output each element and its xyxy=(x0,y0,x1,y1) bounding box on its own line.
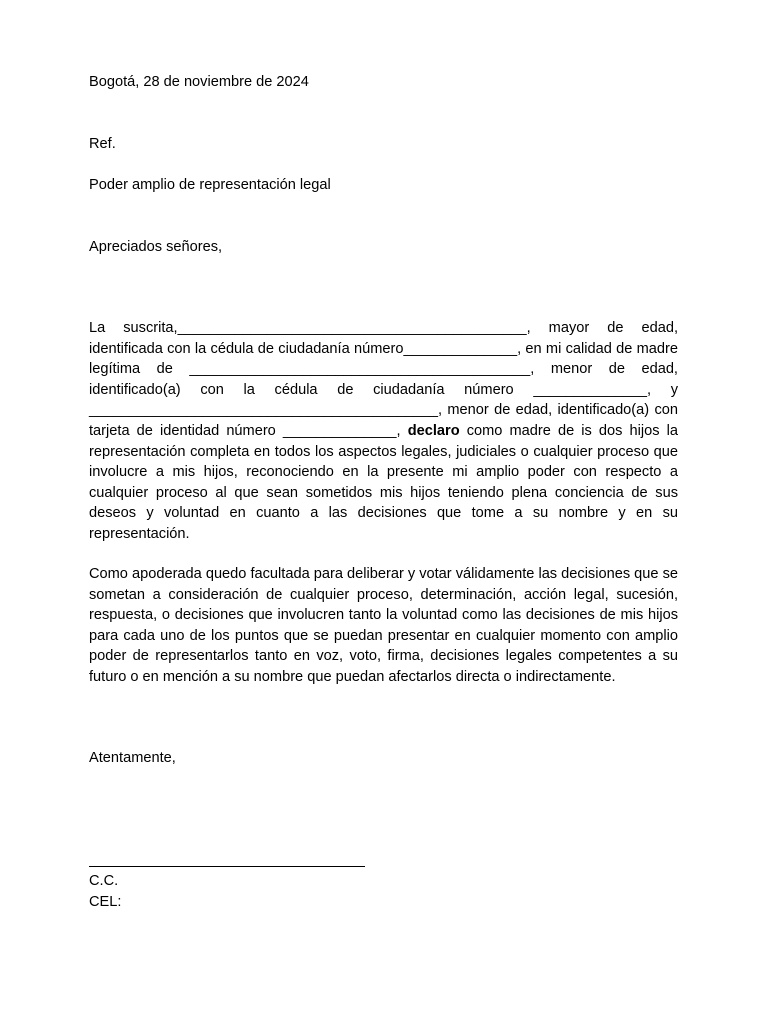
date-line: Bogotá, 28 de noviembre de 2024 xyxy=(89,74,309,90)
body1-text-4: , menor de edad, identificado(a) con la cédula de ciudadanía número xyxy=(89,361,678,398)
salutation: Apreciados señores, xyxy=(89,239,223,255)
ref-label: Ref. xyxy=(89,136,116,152)
body-paragraph-2: Como apoderada quedo facultada para deliberar y votar válidamente las decisiones que se sometan a consideración de cualquier proceso, determinación, acción legal, sucesión, respuesta, o decisiones que involucren tanto la voluntad como las decisiones de mis hijos para cada uno de los puntos que se puedan presentar en cualquier momento con amplio poder de representarlos tanto en voz, voto, firma, decisiones legales competentes a su futuro o en mención a su nombre que puedan afectarlos directa o indirectamente. xyxy=(89,566,678,685)
signature-line xyxy=(89,866,365,867)
blank-ti-field: ______________ xyxy=(282,422,397,439)
body1-text-7: , xyxy=(396,422,408,439)
blank-child2-field: ___________________________________________ xyxy=(89,402,439,419)
body1-text-3: , en mi calidad de madre legítima de xyxy=(89,340,678,378)
blank-name-field: ___________________________________________ xyxy=(177,320,527,336)
closing-line: Atentamente, xyxy=(89,750,176,766)
blank-child1-field: __________________________________________ xyxy=(189,361,531,378)
blank-id2-field: ______________ xyxy=(533,381,647,398)
declaro-bold-word: declaro xyxy=(407,422,460,439)
cc-label: C.C. xyxy=(89,873,119,889)
body-paragraph-1 xyxy=(89,318,678,545)
body1-text-2: , mayor de edad, identificada con la cédula de ciudadanía número xyxy=(89,320,678,357)
cel-label: CEL: xyxy=(89,894,122,910)
blank-id-field: ______________ xyxy=(403,340,518,357)
body1-text-6: , menor de edad, identificado(a) con tarjeta de identidad número xyxy=(89,402,678,439)
body1-text-8: como madre de is dos hijos la representación completa en todos los aspectos legales, judiciales o cualquier proceso que involucre a mis hijos, reconociendo en la presente mi amplio poder con respecto a cualquier proceso al que sean sometidos mis hijos teniendo plena conciencia de sus deseos y voluntad en cuanto a las decisiones que tome a su nombre y en su representación. xyxy=(89,422,679,542)
subject-line: Poder amplio de representación legal xyxy=(89,177,331,193)
body1-text-1: La suscrita, xyxy=(89,320,178,336)
body1-text-5: , y xyxy=(646,381,678,398)
